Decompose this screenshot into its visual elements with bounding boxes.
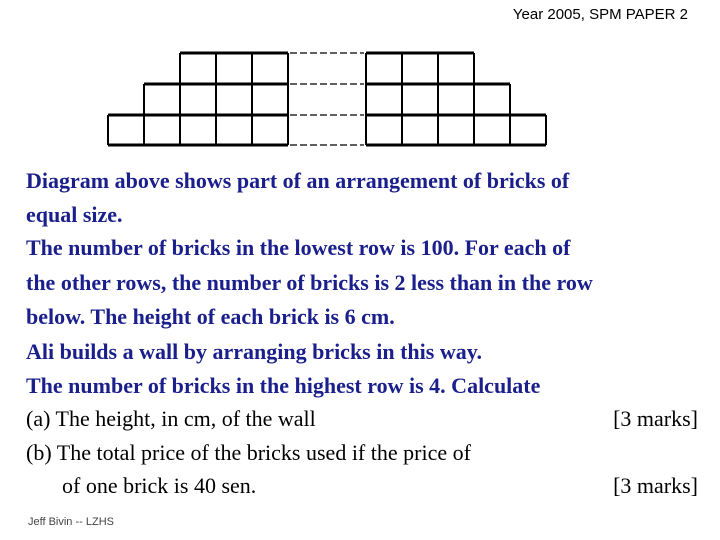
brick-row-bottom-right <box>366 115 546 145</box>
part-a-marks: [3 marks] <box>613 406 698 431</box>
brick-gap-dashes <box>290 53 364 145</box>
brick-arrangement-diagram <box>0 0 720 160</box>
part-a-text: (a) The height, in cm, of the wall <box>26 406 316 431</box>
brick-row-top-left <box>180 53 288 84</box>
brick-row-bottom-left <box>108 115 288 145</box>
question-line-6: Ali builds a wall by arranging bricks in this way. <box>26 339 482 364</box>
header-title: Year 2005, SPM PAPER 2 <box>512 6 688 23</box>
question-line-2: equal size. <box>26 202 123 227</box>
question-line-1: Diagram above shows part of an arrangement of bricks of <box>26 168 570 193</box>
footer-credit: Jeff Bivin -- LZHS <box>28 516 114 528</box>
part-b-row <box>26 438 698 468</box>
part-a-row <box>26 404 698 434</box>
question-line-5: below. The height of each brick is 6 cm. <box>26 304 395 329</box>
brick-row-top-right <box>366 53 474 84</box>
part-b-cont-row <box>26 471 698 501</box>
question-line-3: The number of bricks in the lowest row is 100. For each of <box>26 235 571 260</box>
part-b-marks: [3 marks] <box>613 473 698 498</box>
brick-row-middle-right <box>366 84 510 115</box>
question-line-4: the other rows, the number of bricks is 2 less than in the row <box>26 270 593 295</box>
question-line-7: The number of bricks in the highest row is 4. Calculate <box>26 373 541 398</box>
brick-row-middle-left <box>144 84 288 115</box>
part-b-text: (b) The total price of the bricks used if the price of <box>26 440 471 465</box>
part-b-text-cont: of one brick is 40 sen. <box>62 473 257 498</box>
